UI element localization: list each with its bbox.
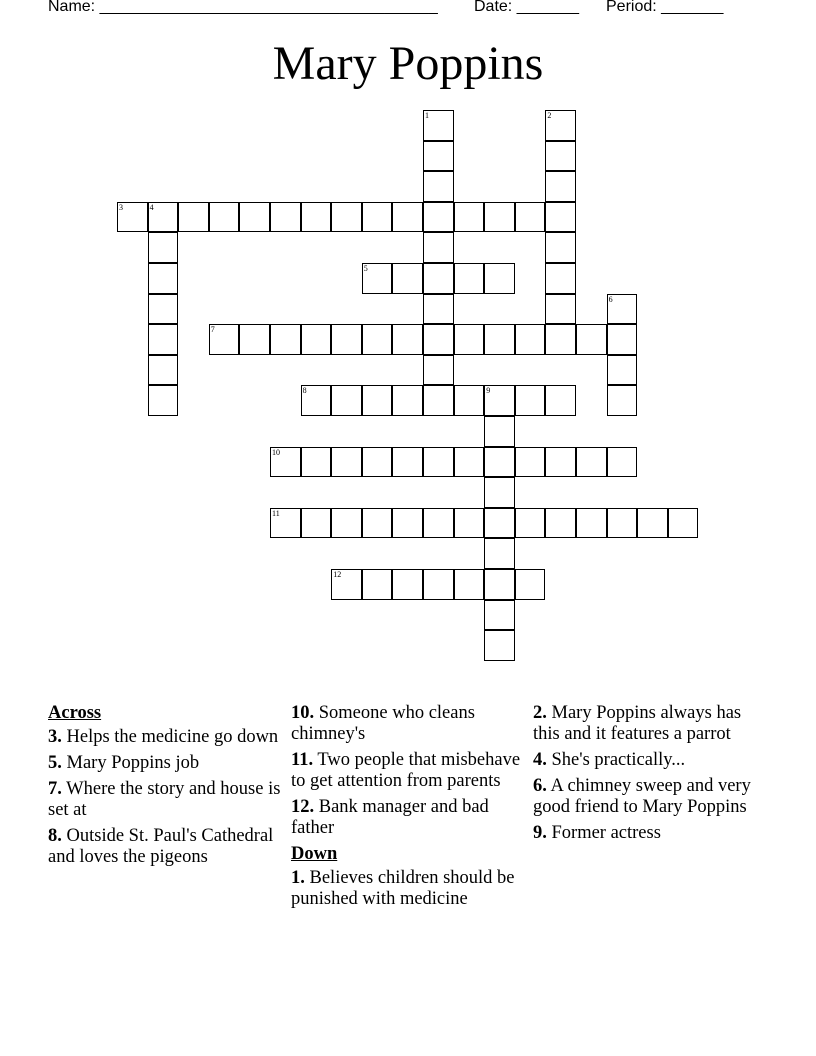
grid-cell[interactable] bbox=[362, 263, 393, 294]
grid-cell[interactable] bbox=[270, 508, 301, 539]
clue-number: 5 bbox=[363, 264, 368, 273]
grid-cell[interactable] bbox=[209, 202, 240, 233]
name-field[interactable]: Name: ______________________________________ bbox=[48, 0, 438, 15]
clue-number: 7 bbox=[210, 325, 215, 335]
grid-cell[interactable] bbox=[515, 569, 546, 600]
grid-cell[interactable] bbox=[392, 324, 423, 355]
grid-cell[interactable] bbox=[331, 324, 362, 355]
grid-cell[interactable] bbox=[239, 202, 270, 233]
grid-cell[interactable] bbox=[454, 447, 485, 478]
grid-cell[interactable] bbox=[454, 508, 485, 539]
grid-cell[interactable] bbox=[423, 569, 454, 600]
across-clue bbox=[48, 727, 283, 748]
grid-cell[interactable] bbox=[515, 324, 546, 355]
grid-cell[interactable] bbox=[392, 508, 423, 539]
grid-cell[interactable] bbox=[423, 110, 454, 141]
grid-cell[interactable] bbox=[423, 232, 454, 263]
grid-cell[interactable] bbox=[362, 447, 393, 478]
grid-cell[interactable] bbox=[117, 202, 148, 233]
grid-cell[interactable] bbox=[515, 202, 546, 233]
grid-cell[interactable] bbox=[515, 508, 546, 539]
clue-number: 1 bbox=[425, 111, 429, 120]
grid-cell[interactable] bbox=[331, 569, 362, 600]
clue-text: Believes children should be punished with medicine bbox=[291, 868, 515, 909]
grid-cell[interactable] bbox=[545, 110, 576, 141]
clue-num: 4. bbox=[533, 750, 547, 770]
clue-number: 3 bbox=[119, 202, 123, 212]
clue-num: 2. bbox=[533, 703, 547, 723]
grid-cell[interactable] bbox=[484, 477, 515, 508]
grid-cell[interactable] bbox=[484, 416, 515, 447]
grid-cell[interactable] bbox=[423, 141, 454, 172]
grid-cell[interactable] bbox=[148, 232, 179, 263]
clue-number: 9 bbox=[486, 386, 491, 396]
grid-cell[interactable] bbox=[301, 202, 332, 233]
grid-cell[interactable] bbox=[423, 355, 454, 386]
clue-num: 1. bbox=[291, 868, 305, 888]
grid-cell[interactable] bbox=[209, 324, 240, 355]
grid-cell[interactable] bbox=[301, 508, 332, 539]
grid-cell[interactable] bbox=[484, 447, 515, 478]
clue-num: 9. bbox=[533, 823, 547, 843]
grid-cell[interactable] bbox=[545, 263, 576, 294]
grid-cell[interactable] bbox=[607, 508, 638, 539]
clue-number: 2 bbox=[547, 111, 552, 120]
down-clue bbox=[533, 776, 768, 818]
grid-cell[interactable] bbox=[454, 385, 485, 416]
clue-num: 11. bbox=[291, 750, 314, 770]
grid-cell[interactable] bbox=[423, 508, 454, 539]
grid-cell[interactable] bbox=[301, 447, 332, 478]
grid-cell[interactable] bbox=[484, 569, 515, 600]
clue-number: 6 bbox=[608, 294, 613, 304]
grid-cell[interactable] bbox=[423, 263, 454, 294]
clue-text: Mary Poppins job bbox=[66, 753, 200, 773]
clue-num: 7. bbox=[48, 779, 62, 799]
grid-cell[interactable] bbox=[668, 508, 699, 539]
clue-text: Former actress bbox=[551, 823, 661, 843]
across-clue bbox=[291, 703, 526, 745]
grid-cell[interactable] bbox=[576, 324, 607, 355]
grid-cell[interactable] bbox=[545, 202, 576, 233]
grid-cell[interactable] bbox=[178, 202, 209, 233]
grid-cell[interactable] bbox=[392, 263, 423, 294]
clue-text: She's practically... bbox=[551, 750, 686, 770]
grid-cell[interactable] bbox=[545, 232, 576, 263]
grid-cell[interactable] bbox=[423, 324, 454, 355]
grid-cell[interactable] bbox=[148, 263, 179, 294]
grid-cell[interactable] bbox=[423, 171, 454, 202]
clue-num: 10. bbox=[291, 703, 315, 723]
grid-cell[interactable] bbox=[454, 263, 485, 294]
grid-cell[interactable] bbox=[576, 508, 607, 539]
down-clue bbox=[533, 750, 768, 771]
clue-text: Someone who cleans chimney's bbox=[291, 703, 475, 744]
grid-cell[interactable] bbox=[148, 385, 179, 416]
grid-cell[interactable] bbox=[148, 294, 179, 325]
grid-cell[interactable] bbox=[484, 600, 515, 631]
grid-cell[interactable] bbox=[270, 202, 301, 233]
clue-num: 8. bbox=[48, 826, 62, 846]
grid-cell[interactable] bbox=[607, 324, 638, 355]
grid-cell[interactable] bbox=[515, 385, 546, 416]
grid-cell[interactable] bbox=[331, 447, 362, 478]
page-title: Mary Poppins bbox=[272, 37, 544, 90]
clue-number: 4 bbox=[149, 202, 154, 212]
grid-cell[interactable] bbox=[545, 508, 576, 539]
grid-cell[interactable] bbox=[392, 385, 423, 416]
grid-cell[interactable] bbox=[331, 385, 362, 416]
across-heading: Across bbox=[48, 703, 102, 723]
grid-cell[interactable] bbox=[484, 630, 515, 661]
grid-cell[interactable] bbox=[607, 447, 638, 478]
grid-cell[interactable] bbox=[270, 324, 301, 355]
grid-cell[interactable] bbox=[454, 569, 485, 600]
across-clue bbox=[48, 826, 283, 868]
clue-number: 12 bbox=[333, 570, 342, 579]
clue-text: Outside St. Paul's Cathedral and loves the pigeons bbox=[48, 826, 274, 867]
grid-cell[interactable] bbox=[454, 202, 485, 233]
grid-cell[interactable] bbox=[545, 324, 576, 355]
clue-num: 5. bbox=[48, 753, 62, 773]
clues-column-1 bbox=[48, 703, 283, 873]
clue-num: 6. bbox=[533, 776, 547, 796]
down-clue bbox=[533, 703, 768, 745]
clues-column-2 bbox=[291, 703, 526, 915]
grid-cell[interactable] bbox=[423, 294, 454, 325]
grid-cell[interactable] bbox=[301, 385, 332, 416]
grid-cell[interactable] bbox=[484, 263, 515, 294]
clue-text: A chimney sweep and very good friend to Mary Poppins bbox=[533, 776, 751, 817]
across-clue bbox=[291, 750, 526, 792]
grid-cell[interactable] bbox=[362, 202, 393, 233]
grid-cell[interactable] bbox=[392, 569, 423, 600]
clue-text: Bank manager and bad father bbox=[291, 797, 489, 838]
grid-cell[interactable] bbox=[331, 508, 362, 539]
grid-cell[interactable] bbox=[576, 447, 607, 478]
grid-cell[interactable] bbox=[148, 202, 179, 233]
grid-cell[interactable] bbox=[484, 538, 515, 569]
clue-number: 8 bbox=[302, 386, 307, 396]
down-heading: Down bbox=[291, 844, 338, 864]
date-field[interactable]: Date: _______ bbox=[474, 0, 579, 15]
grid-cell[interactable] bbox=[423, 447, 454, 478]
grid-cell[interactable] bbox=[148, 324, 179, 355]
clue-num: 12. bbox=[291, 797, 315, 817]
grid-cell[interactable] bbox=[392, 447, 423, 478]
clues-column-3 bbox=[533, 703, 768, 849]
clue-num: 3. bbox=[48, 727, 62, 747]
clue-text: Mary Poppins always has this and it features a parrot bbox=[533, 703, 742, 744]
grid-cell[interactable] bbox=[484, 385, 515, 416]
grid-cell[interactable] bbox=[484, 324, 515, 355]
grid-cell[interactable] bbox=[362, 324, 393, 355]
across-clue bbox=[48, 779, 283, 821]
grid-cell[interactable] bbox=[607, 294, 638, 325]
clue-text: Helps the medicine go down bbox=[66, 727, 279, 747]
clue-text: Two people that misbehave to get attention from parents bbox=[291, 750, 521, 791]
grid-cell[interactable] bbox=[423, 202, 454, 233]
grid-cell[interactable] bbox=[637, 508, 668, 539]
grid-cell[interactable] bbox=[362, 569, 393, 600]
across-clue bbox=[291, 797, 526, 839]
grid-cell[interactable] bbox=[545, 141, 576, 172]
period-field[interactable]: Period: _______ bbox=[606, 0, 724, 15]
grid-cell[interactable] bbox=[301, 324, 332, 355]
down-clue bbox=[291, 868, 526, 910]
grid-cell[interactable] bbox=[331, 202, 362, 233]
clue-text: Where the story and house is set at bbox=[48, 779, 281, 820]
grid-cell[interactable] bbox=[362, 508, 393, 539]
grid-cell[interactable] bbox=[515, 447, 546, 478]
grid-cell[interactable] bbox=[607, 385, 638, 416]
grid-cell[interactable] bbox=[545, 447, 576, 478]
grid-cell[interactable] bbox=[454, 324, 485, 355]
grid-cell[interactable] bbox=[423, 385, 454, 416]
clue-number: 10 bbox=[272, 447, 280, 457]
grid-cell[interactable] bbox=[270, 447, 301, 478]
across-clue bbox=[48, 753, 283, 774]
grid-cell[interactable] bbox=[484, 202, 515, 233]
grid-cell[interactable] bbox=[392, 202, 423, 233]
grid-cell[interactable] bbox=[545, 294, 576, 325]
grid-cell[interactable] bbox=[148, 355, 179, 386]
grid-cell[interactable] bbox=[362, 385, 393, 416]
clue-number: 11 bbox=[272, 508, 280, 518]
grid-cell[interactable] bbox=[545, 385, 576, 416]
grid-cell[interactable] bbox=[607, 355, 638, 386]
down-clue bbox=[533, 823, 768, 844]
grid-cell[interactable] bbox=[545, 171, 576, 202]
grid-cell[interactable] bbox=[484, 508, 515, 539]
grid-cell[interactable] bbox=[239, 324, 270, 355]
